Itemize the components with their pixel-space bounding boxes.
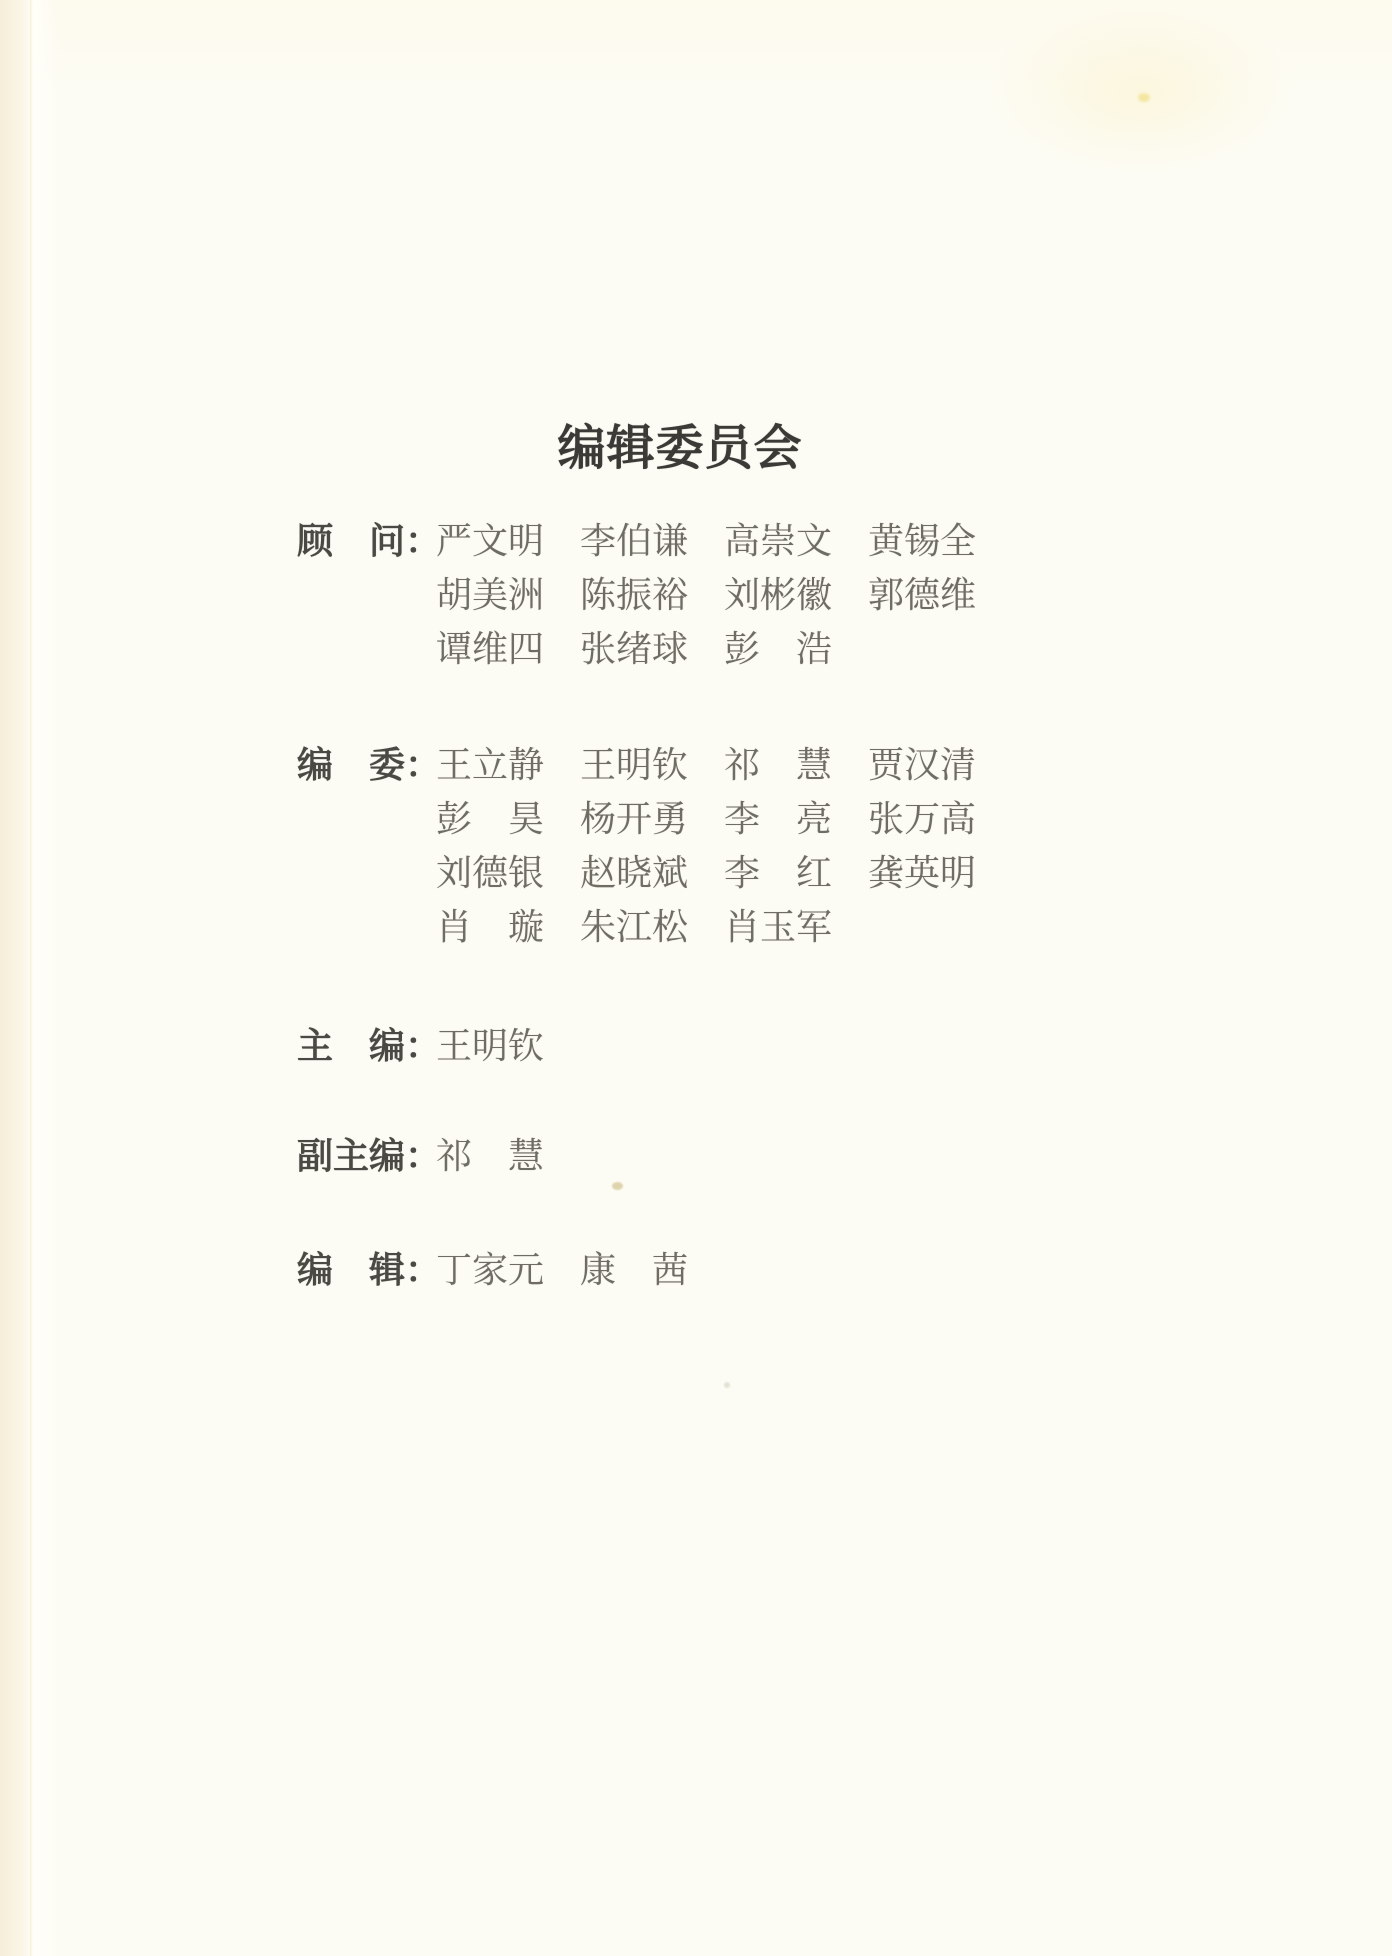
section-deputy-chief-editor-label: 副主编： (297, 1135, 442, 1176)
section-editors-names (436, 1243, 688, 1297)
section-deputy-chief-editor-names (436, 1129, 544, 1183)
section-editorial-board-names (436, 738, 976, 954)
section-advisors-names (436, 514, 976, 676)
section-editors-label: 编 辑： (297, 1249, 442, 1290)
page-title: 编辑委员会 (557, 422, 803, 476)
section-deputy-chief-editor (297, 1129, 544, 1183)
paper-speck (1138, 93, 1150, 102)
name-row: 祁 慧 (436, 1136, 545, 1176)
paper-speck (612, 1182, 623, 1190)
name-row: 王明钦 (436, 1026, 545, 1066)
name-row: 彭 昊 杨开勇 李 亮 张万高 (436, 799, 977, 839)
section-editors (297, 1243, 688, 1297)
name-row: 严文明 李伯谦 高崇文 黄锡全 (436, 521, 977, 561)
name-row: 丁家元 康 茜 (436, 1250, 689, 1290)
name-row: 谭维四 张绪球 彭 浩 (436, 629, 833, 669)
name-row: 肖 璇 朱江松 肖玉军 (436, 907, 833, 947)
section-chief-editor (297, 1019, 544, 1073)
section-advisors (297, 514, 976, 676)
section-chief-editor-label: 主 编： (297, 1025, 442, 1066)
section-editorial-board-label: 编 委： (297, 744, 442, 785)
name-row: 王立静 王明钦 祁 慧 贾汉清 (436, 745, 977, 785)
name-row: 刘德银 赵晓斌 李 红 龚英明 (436, 853, 977, 893)
section-advisors-label: 顾 问： (297, 520, 442, 561)
section-chief-editor-names (436, 1019, 544, 1073)
name-row: 胡美洲 陈振裕 刘彬徽 郭德维 (436, 575, 977, 615)
page-spine-shadow (30, 0, 33, 1956)
paper-speck (724, 1382, 730, 1388)
section-editorial-board (297, 738, 976, 954)
